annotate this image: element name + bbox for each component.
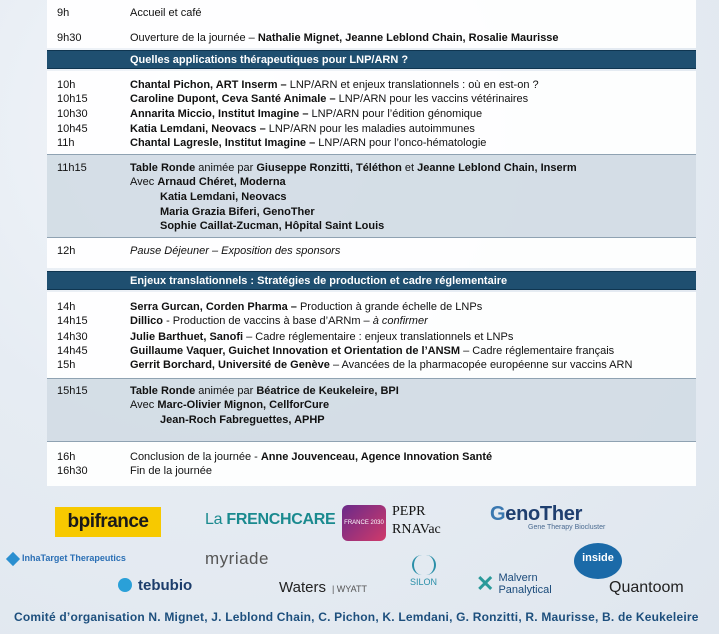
time-label: 11h [57, 137, 75, 149]
roundtable-block [47, 155, 696, 237]
agenda-row [47, 78, 696, 92]
lafrenchcare-logo: La FRENCHCARE [205, 511, 336, 528]
time-label: 14h15 [57, 315, 88, 327]
agenda-text: Pause Déjeuner – Exposition des sponsors [130, 245, 341, 257]
panelist: Sophie Caillat-Zucman, Hôpital Saint Louis [160, 220, 385, 232]
agenda-row [47, 450, 696, 464]
agenda-text: Julie Barthuet, Sanofi – Cadre réglementaire : enjeux translationnels et LNPs [130, 331, 514, 343]
agenda-row [47, 244, 696, 258]
agenda-text: Table Ronde animée par Giuseppe Ronzitti, Téléthon et Jeanne Leblond Chain, Inserm [130, 162, 577, 174]
talks-block [47, 292, 696, 378]
roundtable-block [47, 379, 696, 441]
france2030-badge: FRANCE 2030 [342, 505, 386, 541]
quantoom-logo: Quantoom [609, 579, 684, 596]
agenda-row [47, 31, 696, 45]
time-label: 16h30 [57, 465, 88, 477]
organizing-committee: Comité d’organisation N. Mignet, J. Leblond Chain, C. Pichon, K. Lemdani, G. Ronzitti, R. Maurisse, B. de Keukeleire [14, 610, 699, 624]
time-label: 14h45 [57, 345, 88, 357]
agenda-row [47, 161, 696, 175]
bpifrance-logo: bpifrance [55, 507, 161, 537]
agenda-text: Serra Gurcan, Corden Pharma – Production à grande échelle de LNPs [130, 301, 483, 313]
agenda-row [47, 175, 696, 189]
agenda-text: Table Ronde animée par Béatrice de Keukeleire, BPI [130, 385, 399, 397]
time-label: 10h15 [57, 93, 88, 105]
time-label: 9h30 [57, 32, 82, 44]
time-label: 10h30 [57, 108, 88, 120]
time-label: 10h [57, 79, 76, 91]
agenda-text: Guillaume Vaquer, Guichet Innovation et Orientation de l’ANSM – Cadre réglementaire français [130, 345, 615, 357]
agenda-row [47, 92, 696, 106]
agenda-row [47, 398, 696, 412]
malvern-panalytical-logo: ✕ Malvern Panalytical [476, 571, 552, 597]
agenda-text: Chantal Pichon, ART Inserm – LNP/ARN et enjeux translationnels : où en est-on ? [130, 79, 539, 91]
time-label: 15h15 [57, 385, 88, 397]
agenda-row [47, 6, 696, 20]
silon-icon [412, 555, 436, 575]
waters-wyatt-logo: Waters | WYATT [279, 579, 367, 596]
myriade-logo: myriade [205, 549, 269, 568]
agenda-row [47, 358, 696, 372]
agenda-row [47, 190, 696, 204]
agenda-row [47, 314, 696, 328]
talks-block [47, 71, 696, 154]
silon-logo: SILON [410, 555, 437, 587]
time-label: 10h45 [57, 123, 88, 135]
agenda-text: Ouverture de la journée – Nathalie Mignet, Jeanne Leblond Chain, Rosalie Maurisse [130, 32, 559, 44]
agenda-text: Dillico - Production de vaccins à base d’ARNm – à confirmer [130, 315, 428, 327]
tebubio-icon [118, 578, 132, 592]
inhatarget-logo: InhaTarget Therapeutics [8, 553, 126, 564]
section-header: Enjeux translationnels : Stratégies de production et cadre réglementaire [47, 271, 696, 290]
time-label: 12h [57, 245, 76, 257]
time-label: 14h [57, 301, 76, 313]
agenda-row [47, 330, 696, 344]
pepr-rnavac-logo: FRANCE 2030 PEPR RNAVac [342, 503, 455, 543]
time-label: 11h15 [57, 162, 87, 174]
opening-block [47, 0, 696, 48]
genother-logo: GenoTher Gene Therapy Biocluster [490, 503, 606, 531]
agenda-text: Avec Marc-Olivier Mignon, CellforCure [130, 399, 330, 411]
program-table [47, 0, 696, 486]
agenda-text: Annarita Miccio, Institut Imagine – LNP/ARN pour l’édition génomique [130, 108, 483, 120]
sponsor-logos [0, 495, 719, 605]
agenda-text: Chantal Lagresle, Institut Imagine – LNP/ARN pour l’onco-hématologie [130, 137, 487, 149]
agenda-text: Katia Lemdani, Neovacs – LNP/ARN pour les maladies autoimmunes [130, 123, 475, 135]
agenda-row [47, 122, 696, 136]
time-label: 9h [57, 7, 70, 19]
malvern-icon: ✕ [476, 571, 495, 596]
agenda-text: Caroline Dupont, Ceva Santé Animale – LNP/ARN pour les vaccins vétérinaires [130, 93, 529, 105]
agenda-row [47, 300, 696, 314]
time-label: 14h30 [57, 331, 88, 343]
section-header: Quelles applications thérapeutiques pour LNP/ARN ? [47, 50, 696, 69]
closing-block [47, 442, 696, 486]
agenda-row [47, 413, 696, 427]
time-label: 16h [57, 451, 76, 463]
inside-therapeutics-logo: inside [574, 543, 622, 579]
lunch-block [47, 238, 696, 268]
agenda-text: Accueil et café [130, 7, 202, 19]
agenda-row [47, 464, 696, 478]
agenda-text: Avec Arnaud Chéret, Moderna [130, 176, 286, 188]
panelist: Katia Lemdani, Neovacs [160, 191, 287, 203]
agenda-row [47, 136, 696, 150]
agenda-row [47, 219, 696, 233]
agenda-text: Gerrit Borchard, Université de Genève – Avancées de la pharmacopée européenne sur vaccins ARN [130, 359, 633, 371]
agenda-row [47, 384, 696, 398]
panelist: Maria Grazia Biferi, GenoTher [160, 206, 315, 218]
diamond-icon [6, 552, 20, 566]
agenda-row [47, 344, 696, 358]
panelist: Jean-Roch Fabreguettes, APHP [160, 414, 325, 426]
agenda-text: Fin de la journée [130, 465, 212, 477]
time-label: 15h [57, 359, 76, 371]
tebubio-logo: tebubio [118, 577, 192, 594]
agenda-row [47, 205, 696, 219]
agenda-text: Conclusion de la journée - Anne Jouvenceau, Agence Innovation Santé [130, 451, 493, 463]
agenda-row [47, 107, 696, 121]
